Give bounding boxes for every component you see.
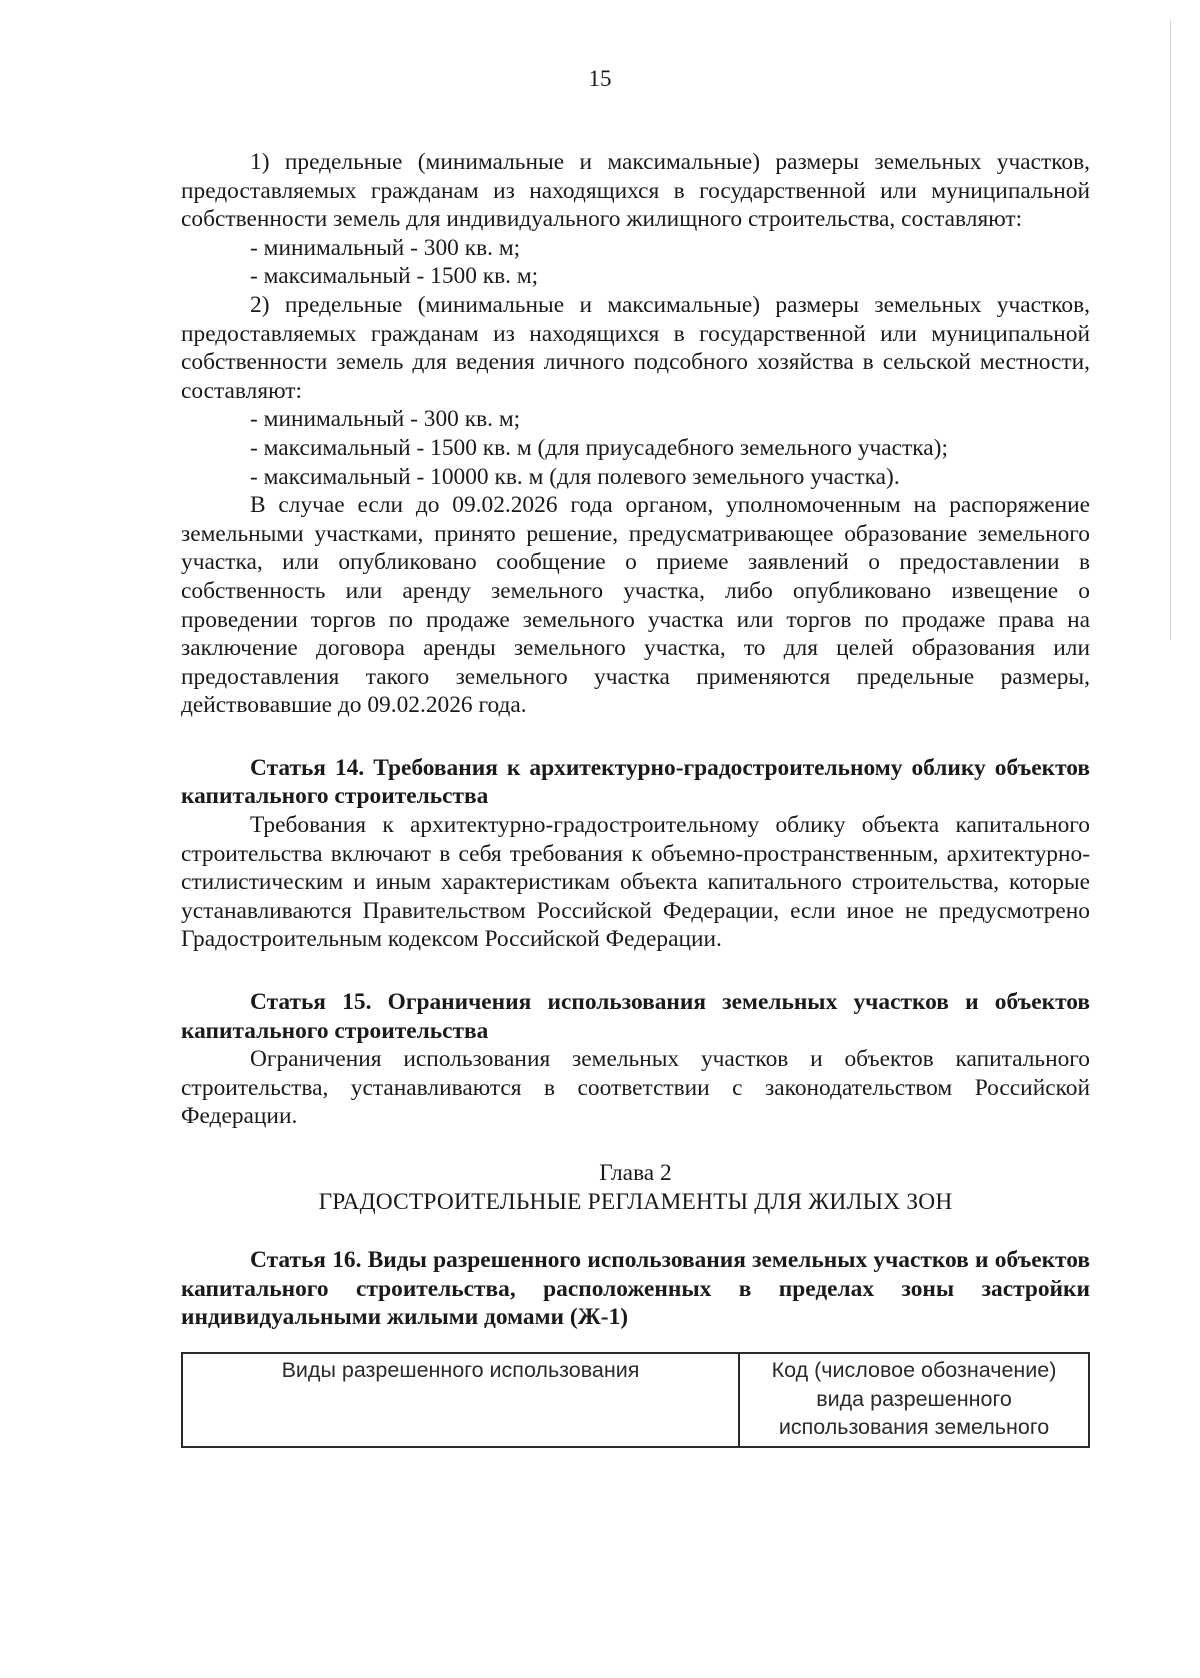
list-item-min-300-lph: - минимальный - 300 кв. м; (250, 406, 521, 433)
page-content (181, 148, 1090, 1448)
article-14-text: Требования к архитектурно-градостроительному облику объекта капитального строительства включают в себя требования к объемно-пространственным, архитектурно-стилистическим и иным характеристикам объекта капитального строительства, которые устанавливаются Правительством Российской Федерации, если иное не предусмотрено Градостроительным кодексом Российской Федерации. (181, 812, 1090, 953)
chapter-number: Глава 2 (599, 1160, 672, 1186)
chapter-title: ГРАДОСТРОИТЕЛЬНЫЕ РЕГЛАМЕНТЫ ДЛЯ ЖИЛЫХ ЗОН (318, 1188, 953, 1215)
list-item-min-300: - минимальный - 300 кв. м; (250, 234, 521, 261)
table-header-use-types: Виды разрешенного использования (182, 1353, 739, 1447)
paragraph-transition-rule: В случае если до 09.02.2026 года органом, уполномоченным на распоряжение земельными участками, принято решение, предусматривающее образование земельного участка, или опубликовано сообщение о приеме заявлений о предоставлении в собственность или аренду земельного участка, либо опубликовано извещение о проведении торгов по продаже земельного участка или торгов по продаже права на заключение договора аренды земельного участка, то для целей образования или предоставления такого земельного участка применяются предельные размеры, действовавшие до 09.02.2026 года. (181, 492, 1090, 719)
list-item-max-1500: - максимальный - 1500 кв. м; (250, 263, 539, 290)
list-item-max-1500-lph: - максимальный - 1500 кв. м (для приусадебного земельного участка); (250, 434, 948, 461)
list-item-max-10000-lph: - максимальный - 10000 кв. м (для полевого земельного участка). (250, 463, 900, 490)
paragraph-limits-izhs: 1) предельные (минимальные и максимальные) размеры земельных участков, предоставляемых гражданам из находящихся в государственной или муниципальной собственности земель для индивидуального жилищного строительства, составляют: (181, 149, 1090, 233)
permitted-use-table (181, 1352, 1090, 1448)
page-number: 15 (588, 66, 612, 91)
article-14-heading: Статья 14. Требования к архитектурно-градостроительному облику объектов капитального строительства (181, 754, 1090, 810)
article-15-heading: Статья 15. Ограничения использования земельных участков и объектов капитального строительства (181, 989, 1090, 1044)
article-16-heading: Статья 16. Виды разрешенного использования земельных участков и объектов капитального строительства, расположенных в пределах зоны застройки индивидуальными жилыми домами (Ж-1) (181, 1247, 1090, 1331)
permitted-use-table-wrap (181, 1352, 1090, 1448)
paragraph-limits-lph: 2) предельные (минимальные и максимальные) размеры земельных участков, предоставляемых гражданам из находящихся в государственной или муниципальной собственности земель для ведения личного подсобного хозяйства в сельской местности, составляют: (181, 291, 1090, 404)
table-header-row (182, 1353, 1089, 1447)
article-15-text: Ограничения использования земельных участков и объектов капитального строительства, устанавливаются в соответствии с законодательством Российской Федерации. (181, 1046, 1090, 1130)
scan-edge-line (1170, 20, 1171, 640)
table-header-use-code: Код (числовое обозначение) вида разрешенного использования земельного (739, 1353, 1089, 1447)
